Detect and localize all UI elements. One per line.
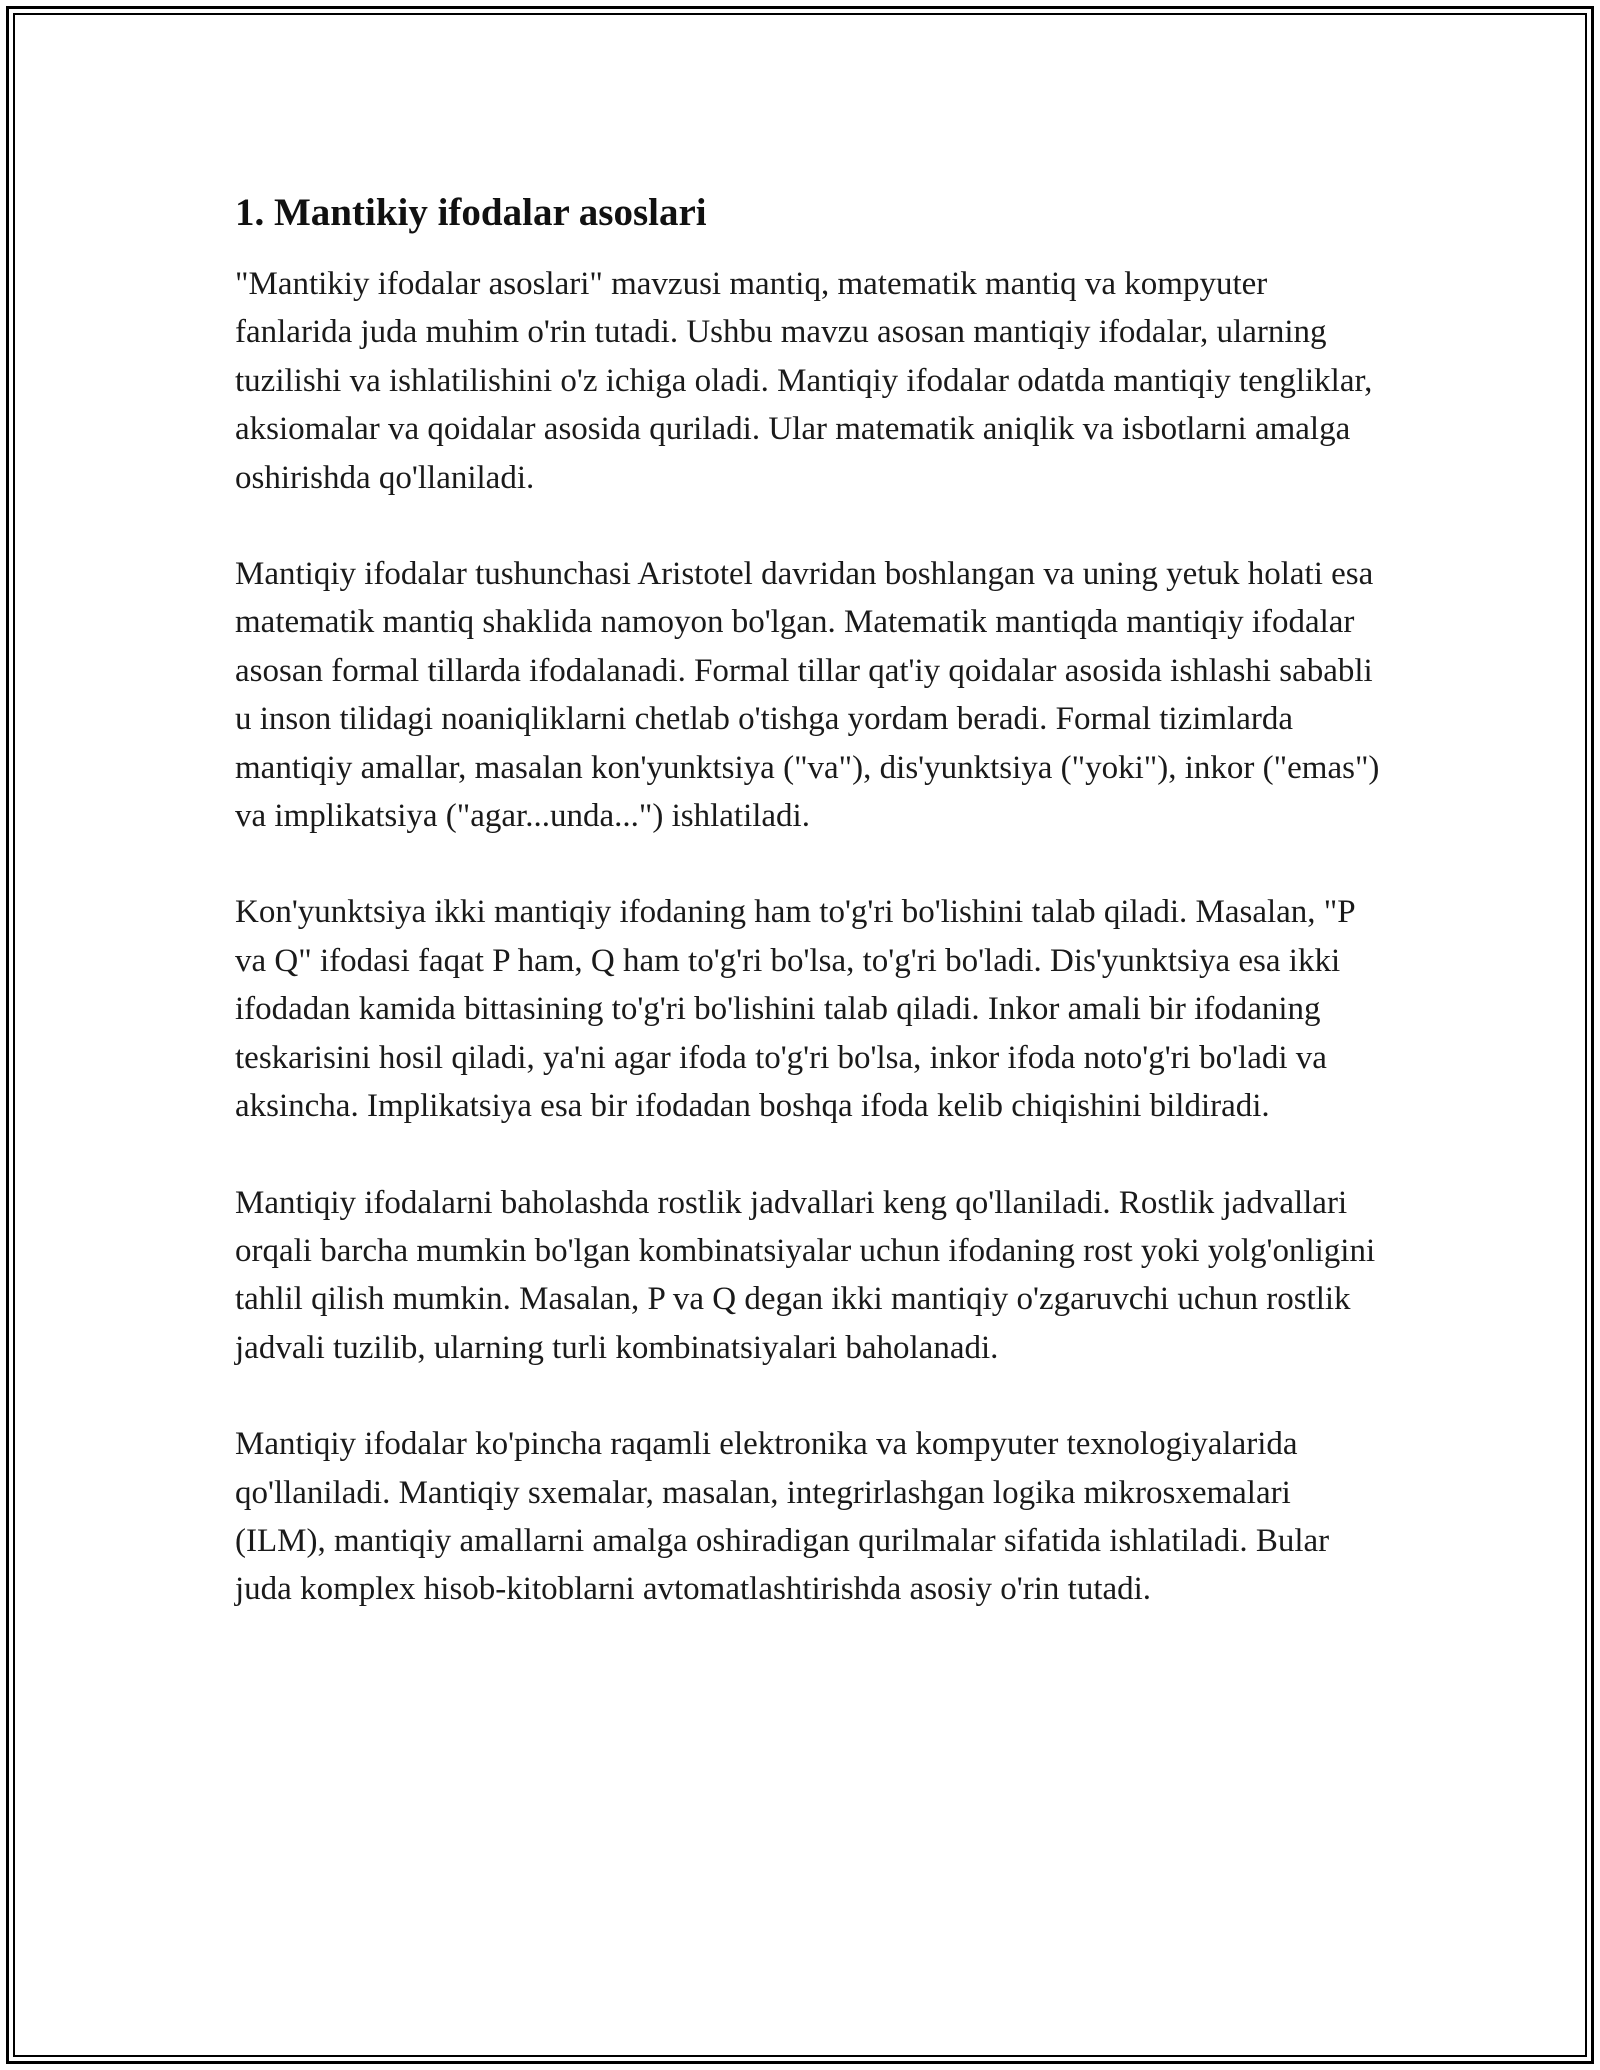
paragraph-applications: Mantiqiy ifodalar ko'pincha raqamli elektronika va kompyuter texnologiyalarida qo'llaniladi. Mantiqiy sxemalar, masalan, integrirlashgan logika mikrosxemalari (ILM), mantiqiy amallarni amalga oshiradigan qurilmalar sifatida ishlatiladi. Bular juda komplex hisob-kitoblarni avtomatlashtirishda asosiy o'rin tutadi. <box>235 1426 1330 1608</box>
section-heading: 1. Mantikiy ifodalar asoslari <box>235 191 707 234</box>
paragraph-truth-tables: Mantiqiy ifodalarni baholashda rostlik jadvallari keng qo'llaniladi. Rostlik jadvallari orqali barcha mumkin bo'lgan kombinatsiyalar uchun ifodaning rost yoki yolg'onligini tahlil qilish mumkin. Masalan, P va Q degan ikki mantiqiy o'zgaruvchi uchun rostlik jadvali tuzilib, ularning turli kombinatsiyalari baholanadi. <box>235 1184 1376 1366</box>
paragraph-operations: Kon'yunktsiya ikki mantiqiy ifodaning ham to'g'ri bo'lishini talab qiladi. Masalan, "P va Q" ifodasi faqat P ham, Q ham to'g'ri bo'lsa, to'g'ri bo'ladi. Dis'yunktsiya esa ikki ifodadan kamida bittasining to'g'ri bo'lishini talab qiladi. Inkor amali bir ifodaning teskarisini hosil qiladi, ya'ni agar ifoda to'g'ri bo'lsa, inkor ifoda noto'g'ri bo'ladi va aksincha. Implikatsiya esa bir ifodadan boshqa ifoda kelib chiqishini bildiradi. <box>235 894 1355 1125</box>
paragraph-intro: "Mantikiy ifodalar asoslari" mavzusi mantiq, matematik mantiq va kompyuter fanlarida juda muhim o'rin tutadi. Ushbu mavzu asosan mantiqiy ifodalar, ularning tuzilishi va ishlatilishini o'z ichiga oladi. Mantiqiy ifodalar odatda mantiqiy tengliklar, aksiomalar va qoidalar asosida quriladi. Ular matematik aniqlik va isbotlarni amalga oshirishda qo'llaniladi. <box>235 266 1373 496</box>
document-body <box>235 186 1385 1614</box>
paragraph-history: Mantiqiy ifodalar tushunchasi Aristotel davridan boshlangan va uning yetuk holati esa matematik mantiq shaklida namoyon bo'lgan. Matematik mantiqda mantiqiy ifodalar asosan formal tillarda ifodalanadi. Formal tillar qat'iy qoidalar asosida ishlashi sababli u inson tilidagi noaniqliklarni chetlab o'tishga yordam beradi. Formal tizimlarda mantiqiy amallar, masalan kon'yunktsiya ("va"), dis'yunktsiya ("yoki"), inkor ("emas") va implikatsiya ("agar...unda...") ishlatiladi. <box>235 556 1380 835</box>
